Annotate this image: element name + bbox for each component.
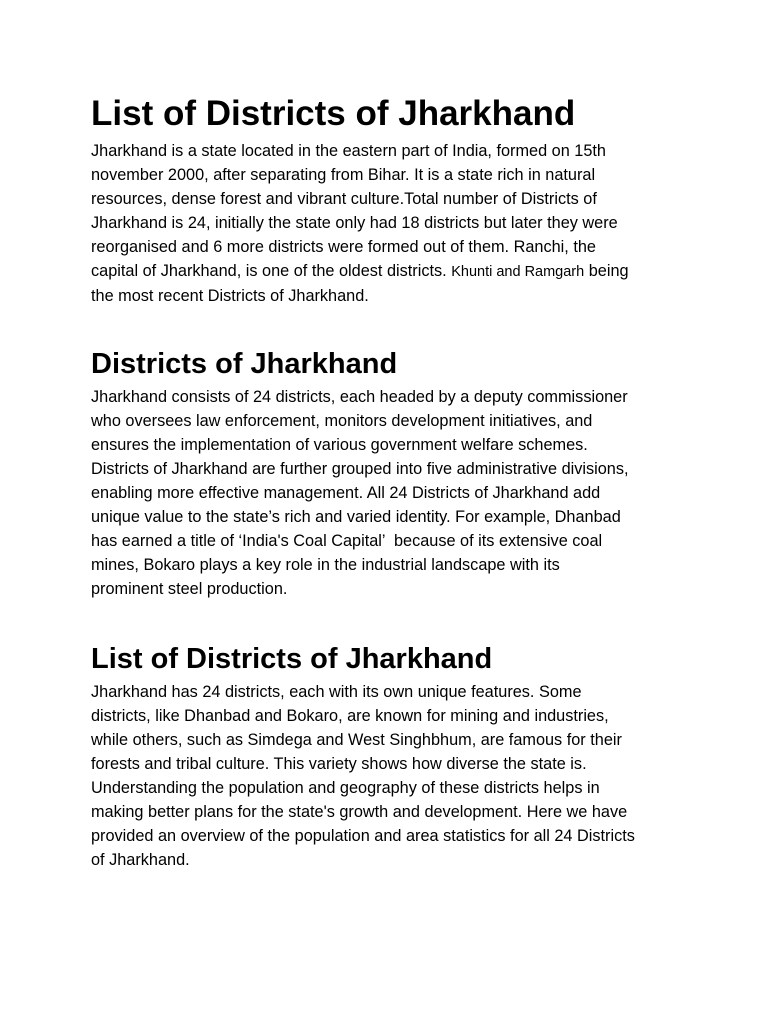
- paragraph-line: who oversees law enforcement, monitors development initiatives, and: [91, 412, 593, 430]
- paragraph-line: districts, like Dhanbad and Bokaro, are known for mining and industries,: [91, 707, 609, 725]
- intro-line-mixed: [91, 259, 629, 284]
- section-heading-districts: Districts of Jharkhand: [91, 348, 398, 380]
- paragraph-line: Districts of Jharkhand are further grouped into five administrative divisions,: [91, 460, 629, 478]
- intro-line: reorganised and 6 more districts were formed out of them. Ranchi, the: [91, 238, 596, 256]
- intro-line: Jharkhand is 24, initially the state only had 18 districts but later they were: [91, 214, 618, 232]
- paragraph-line: mines, Bokaro plays a key role in the industrial landscape with its: [91, 556, 560, 574]
- intro-line: resources, dense forest and vibrant culture.Total number of Districts of: [91, 190, 597, 208]
- intro-line-end: being: [584, 262, 629, 280]
- paragraph-line: while others, such as Simdega and West Singhbhum, are famous for their: [91, 731, 622, 749]
- intro-line: Jharkhand is a state located in the eastern part of India, formed on 15th: [91, 142, 606, 160]
- districts-paragraph: [91, 385, 629, 601]
- paragraph-line: Understanding the population and geography of these districts helps in: [91, 779, 600, 797]
- paragraph-line: provided an overview of the population and area statistics for all 24 Districts: [91, 827, 635, 845]
- paragraph-line: unique value to the state’s rich and varied identity. For example, Dhanbad: [91, 508, 621, 526]
- paragraph-line: Jharkhand has 24 districts, each with its own unique features. Some: [91, 683, 582, 701]
- paragraph-line: forests and tribal culture. This variety shows how diverse the state is.: [91, 755, 587, 773]
- paragraph-line: enabling more effective management. All 24 Districts of Jharkhand add: [91, 484, 601, 502]
- section-heading-list: List of Districts of Jharkhand: [91, 643, 493, 675]
- page-title: List of Districts of Jharkhand: [91, 94, 576, 133]
- intro-line: november 2000, after separating from Bihar. It is a state rich in natural: [91, 166, 596, 184]
- paragraph-line: ensures the implementation of various government welfare schemes.: [91, 436, 588, 454]
- list-paragraph: [91, 680, 635, 872]
- paragraph-line: prominent steel production.: [91, 580, 288, 598]
- intro-paragraph: [91, 139, 629, 308]
- intro-line-text: capital of Jharkhand, is one of the oldest districts.: [91, 262, 452, 280]
- paragraph-line: Jharkhand consists of 24 districts, each headed by a deputy commissioner: [91, 388, 628, 406]
- intro-line: the most recent Districts of Jharkhand.: [91, 287, 369, 305]
- recent-districts-text: Khunti and Ramgarh: [451, 264, 585, 280]
- paragraph-line: has earned a title of ‘India's Coal Capital’ because of its extensive coal: [91, 532, 603, 550]
- paragraph-line: of Jharkhand.: [91, 851, 190, 869]
- paragraph-line: making better plans for the state's growth and development. Here we have: [91, 803, 628, 821]
